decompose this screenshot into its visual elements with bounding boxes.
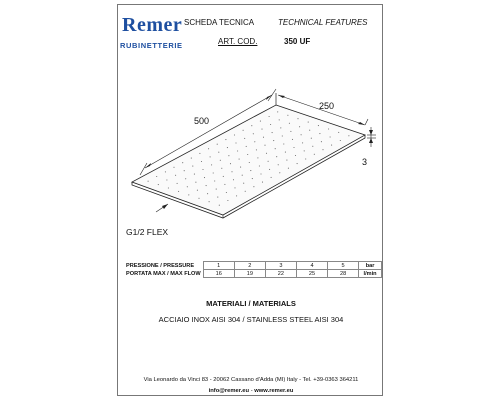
nozzle-dot — [322, 149, 323, 150]
nozzle-dot — [328, 128, 329, 129]
width-label: 250 — [319, 101, 335, 111]
nozzle-dot — [177, 183, 178, 184]
nozzle-dot — [206, 185, 207, 186]
company-address: Via Leonardo da Vinci 83 - 20062 Cassano d'Adda (MI) Italy - Tel. +39-0363 364211 — [143, 377, 359, 383]
table-cell: 19 — [234, 270, 265, 278]
nozzle-dot — [201, 161, 202, 162]
nozzle-dot — [279, 172, 280, 173]
nozzle-dot — [188, 194, 189, 195]
nozzle-dot — [221, 168, 222, 169]
nozzle-dot — [231, 171, 232, 172]
nozzle-dot — [251, 125, 252, 126]
nozzle-dot — [244, 138, 245, 139]
nozzle-dot — [240, 167, 241, 168]
unit-cell: bar — [359, 262, 382, 270]
technical-sheet — [117, 4, 383, 396]
nozzle-dot — [263, 137, 264, 138]
nozzle-dot — [279, 119, 280, 120]
nozzle-dot — [266, 153, 267, 154]
nozzle-dot — [228, 155, 229, 156]
nozzle-dot — [175, 175, 176, 176]
nozzle-dot — [168, 187, 169, 188]
table-cell: 2 — [234, 262, 265, 270]
nozzle-dot — [218, 152, 219, 153]
nozzle-dot — [224, 184, 225, 185]
nozzle-dot — [278, 164, 279, 165]
table-row — [126, 262, 382, 270]
email-link[interactable]: info@remer.eu — [208, 388, 250, 394]
nozzle-dot — [250, 170, 251, 171]
nozzle-dot — [173, 167, 174, 168]
nozzle-dot — [253, 133, 254, 134]
table-cell: 3 — [265, 262, 296, 270]
nozzle-dot — [234, 134, 235, 135]
nozzle-dot — [214, 180, 215, 181]
nozzle-dot — [254, 141, 255, 142]
nozzle-dot — [197, 190, 198, 191]
table-cell: 1 — [203, 262, 234, 270]
nozzle-dot — [260, 173, 261, 174]
scheda-tecnica-label: SCHEDA TECNICA — [184, 18, 255, 27]
nozzle-dot — [213, 172, 214, 173]
art-code-label: ART. COD. — [218, 37, 258, 46]
nozzle-dot — [158, 184, 159, 185]
nozzle-dot — [219, 205, 220, 206]
nozzle-dot — [204, 177, 205, 178]
nozzle-dot — [269, 169, 270, 170]
nozzle-dot — [283, 143, 284, 144]
nozzle-dot — [246, 146, 247, 147]
nozzle-dot — [301, 134, 302, 135]
nozzle-dot — [308, 122, 309, 123]
nozzle-dot — [338, 132, 339, 133]
flow-table — [126, 261, 382, 278]
nozzle-dot — [253, 186, 254, 187]
nozzle-dot — [330, 136, 331, 137]
table-row — [126, 270, 382, 278]
nozzle-dot — [184, 170, 185, 171]
nozzle-dot — [290, 131, 291, 132]
nozzle-dot — [185, 178, 186, 179]
nozzle-dot — [272, 132, 273, 133]
materials-text: ACCIAIO INOX AISI 304 / STAINLESS STEEL AISI 304 — [158, 315, 344, 324]
nozzle-dot — [210, 156, 211, 157]
nozzle-dot — [225, 139, 226, 140]
nozzle-dot — [243, 183, 244, 184]
nozzle-dot — [276, 156, 277, 157]
table-cell: 22 — [265, 270, 296, 278]
nozzle-dot — [148, 181, 149, 182]
nozzle-dot — [198, 198, 199, 199]
nozzle-dot — [268, 161, 269, 162]
website-link[interactable]: www.remer.eu — [254, 388, 294, 394]
nozzle-dot — [194, 174, 195, 175]
nozzle-dot — [256, 149, 257, 150]
nozzle-dot — [309, 130, 310, 131]
nozzle-dot — [247, 154, 248, 155]
nozzle-dot — [182, 162, 183, 163]
nozzle-dot — [297, 118, 298, 119]
nozzle-dot — [285, 152, 286, 153]
nozzle-dot — [178, 191, 179, 192]
length-label: 500 — [194, 116, 210, 126]
shower-plate-top — [132, 105, 368, 215]
connection-label: G1/2 FLEX — [126, 227, 169, 237]
contact-separator: - — [250, 388, 253, 394]
nozzle-dot — [227, 147, 228, 148]
row-label: PRESSIONE / PRESSURE — [126, 262, 195, 269]
nozzle-dot — [297, 163, 298, 164]
nozzle-dot — [273, 140, 274, 141]
table-cell: 5 — [328, 262, 359, 270]
nozzle-dot — [199, 153, 200, 154]
nozzle-dot — [299, 126, 300, 127]
nozzle-dot — [261, 129, 262, 130]
nozzle-dot — [269, 116, 270, 117]
art-code-value: 350 UF — [284, 37, 311, 46]
thickness-label: 3 — [362, 157, 368, 167]
nozzle-dot — [312, 146, 313, 147]
nozzle-dot — [166, 179, 167, 180]
nozzle-dot — [227, 200, 228, 201]
nozzle-dot — [292, 139, 293, 140]
nozzle-dot — [288, 168, 289, 169]
nozzle-dot — [187, 186, 188, 187]
nozzle-dot — [257, 157, 258, 158]
nozzle-dot — [280, 127, 281, 128]
nozzle-dot — [165, 171, 166, 172]
nozzle-dot — [243, 130, 244, 131]
nozzle-dot — [302, 142, 303, 143]
nozzle-dot — [321, 141, 322, 142]
nozzle-dot — [236, 195, 237, 196]
nozzle-dot — [211, 164, 212, 165]
nozzle-dot — [242, 175, 243, 176]
nozzle-dot — [314, 154, 315, 155]
nozzle-dot — [259, 165, 260, 166]
nozzle-dot — [331, 145, 332, 146]
nozzle-dot — [260, 121, 261, 122]
nozzle-dot — [293, 147, 294, 148]
nozzle-dot — [209, 201, 210, 202]
nozzle-dot — [208, 148, 209, 149]
nozzle-dot — [348, 135, 349, 136]
materials-title: MATERIALI / MATERIALS — [206, 299, 296, 308]
unit-cell: l/min — [359, 270, 382, 278]
nozzle-dot — [275, 148, 276, 149]
technical-features-label: TECHNICAL FEATURES — [278, 18, 368, 27]
nozzle-dot — [234, 187, 235, 188]
nozzle-dot — [202, 169, 203, 170]
logo-subtitle: RUBINETTERIE — [120, 41, 183, 50]
nozzle-dot — [245, 191, 246, 192]
nozzle-dot — [156, 176, 157, 177]
table-cell: 4 — [296, 262, 327, 270]
nozzle-dot — [191, 158, 192, 159]
nozzle-dot — [264, 145, 265, 146]
nozzle-dot — [287, 115, 288, 116]
nozzle-dot — [216, 189, 217, 190]
table-cell: 25 — [296, 270, 327, 278]
nozzle-dot — [262, 182, 263, 183]
row-label: PORTATA MAX / MAX FLOW — [126, 270, 201, 277]
nozzle-dot — [220, 160, 221, 161]
nozzle-dot — [340, 140, 341, 141]
shower-head-drawing — [118, 65, 384, 245]
nozzle-dot — [239, 159, 240, 160]
nozzle-dot — [271, 177, 272, 178]
brand-logo — [118, 11, 188, 53]
nozzle-dot — [286, 160, 287, 161]
nozzle-dot — [223, 176, 224, 177]
nozzle-dot — [249, 162, 250, 163]
logo-wordmark: Remer — [122, 14, 183, 36]
nozzle-dot — [207, 193, 208, 194]
nozzle-dot — [195, 182, 196, 183]
nozzle-dot — [289, 123, 290, 124]
nozzle-dot — [235, 142, 236, 143]
contact-line — [118, 388, 384, 394]
nozzle-dot — [318, 125, 319, 126]
nozzle-dot — [192, 166, 193, 167]
nozzle-dot — [226, 192, 227, 193]
table-cell: 28 — [328, 270, 359, 278]
nozzle-dot — [252, 178, 253, 179]
nozzle-dot — [304, 150, 305, 151]
nozzle-dot — [230, 163, 231, 164]
nozzle-dot — [217, 197, 218, 198]
nozzle-dot — [311, 138, 312, 139]
table-cell: 16 — [203, 270, 234, 278]
nozzle-dot — [295, 155, 296, 156]
nozzle-dot — [237, 150, 238, 151]
nozzle-dot — [319, 133, 320, 134]
nozzle-dot — [217, 144, 218, 145]
nozzle-dot — [305, 158, 306, 159]
nozzle-dot — [270, 124, 271, 125]
nozzle-dot — [277, 111, 278, 112]
nozzle-dot — [282, 135, 283, 136]
nozzle-dot — [233, 179, 234, 180]
